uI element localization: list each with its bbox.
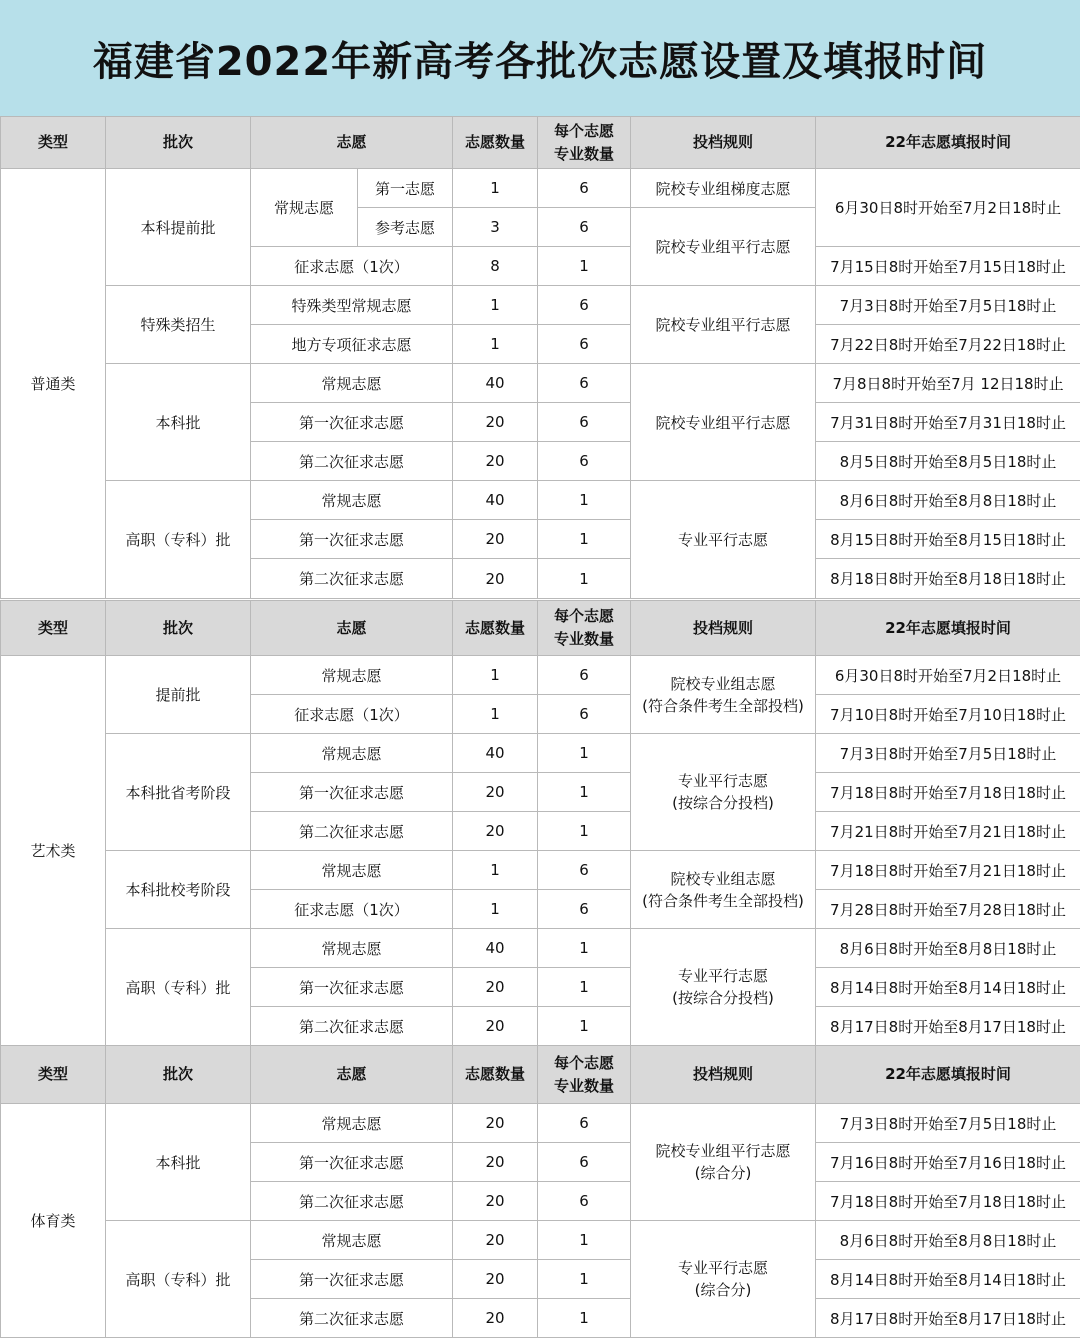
time-cell: 8月14日8时开始至8月14日18时止 — [816, 1260, 1080, 1299]
table-row — [1, 851, 1080, 890]
header-count: 志愿数量 — [453, 1046, 538, 1104]
majors-cell: 1 — [538, 559, 631, 599]
table-putong — [0, 116, 1080, 599]
majors-cell: 6 — [538, 286, 631, 325]
type-cell: 体育类 — [1, 1104, 106, 1338]
table-row — [1, 1104, 1080, 1143]
count-cell: 20 — [453, 1143, 538, 1182]
time-cell: 8月6日8时开始至8月8日18时止 — [816, 481, 1080, 520]
majors-cell: 6 — [538, 851, 631, 890]
time-cell: 7月18日8时开始至7月18日18时止 — [816, 1182, 1080, 1221]
type-cell: 普通类 — [1, 169, 106, 599]
header-rule: 投档规则 — [631, 117, 816, 169]
sub-group-cell: 常规志愿 — [251, 169, 358, 247]
count-cell: 3 — [453, 208, 538, 247]
count-cell: 20 — [453, 559, 538, 599]
header-batch: 批次 — [106, 601, 251, 656]
majors-cell: 6 — [538, 656, 631, 695]
rule-cell: 院校专业组平行志愿 — [631, 208, 816, 286]
volunteer-cell: 第二次征求志愿 — [251, 559, 453, 599]
batch-cell: 高职（专科）批 — [106, 481, 251, 599]
time-cell: 7月18日8时开始至7月18日18时止 — [816, 773, 1080, 812]
header-count: 志愿数量 — [453, 117, 538, 169]
batch-cell: 特殊类招生 — [106, 286, 251, 364]
time-cell: 7月10日8时开始至7月10日18时止 — [816, 695, 1080, 734]
time-cell: 8月18日8时开始至8月18日18时止 — [816, 559, 1080, 599]
count-cell: 1 — [453, 169, 538, 208]
rule-cell — [631, 1104, 816, 1221]
rule-line2: (按综合分投档) — [672, 794, 774, 812]
header-volunteer: 志愿 — [251, 117, 453, 169]
volunteer-cell: 征求志愿（1次） — [251, 247, 453, 286]
table-tiyu — [0, 1045, 1080, 1338]
header-rule: 投档规则 — [631, 601, 816, 656]
majors-cell: 6 — [538, 890, 631, 929]
time-cell: 7月16日8时开始至7月16日18时止 — [816, 1143, 1080, 1182]
count-cell: 20 — [453, 1007, 538, 1046]
count-cell: 1 — [453, 325, 538, 364]
time-cell: 8月15日8时开始至8月15日18时止 — [816, 520, 1080, 559]
rule-line1: 院校专业组平行志愿 — [655, 1142, 791, 1160]
count-cell: 1 — [453, 286, 538, 325]
rule-cell — [631, 656, 816, 734]
rule-line2: (综合分) — [694, 1281, 752, 1299]
majors-cell: 6 — [538, 695, 631, 734]
volunteer-cell: 参考志愿 — [358, 208, 453, 247]
volunteer-cell: 常规志愿 — [251, 1104, 453, 1143]
rule-line1: 专业平行志愿 — [677, 1259, 768, 1277]
time-cell: 7月28日8时开始至7月28日18时止 — [816, 890, 1080, 929]
majors-cell: 1 — [538, 1007, 631, 1046]
time-cell: 7月18日8时开始至7月21日18时止 — [816, 851, 1080, 890]
majors-cell: 6 — [538, 1104, 631, 1143]
header-majors-line1: 每个志愿 — [554, 121, 615, 140]
table-row — [1, 169, 1080, 208]
count-cell: 40 — [453, 364, 538, 403]
batch-cell: 提前批 — [106, 656, 251, 734]
volunteer-cell: 征求志愿（1次） — [251, 695, 453, 734]
header-time: 22年志愿填报时间 — [816, 601, 1080, 656]
header-majors-line2: 专业数量 — [553, 630, 614, 648]
header-type: 类型 — [1, 1046, 106, 1104]
count-cell: 20 — [453, 1221, 538, 1260]
count-cell: 20 — [453, 812, 538, 851]
time-cell: 7月21日8时开始至7月21日18时止 — [816, 812, 1080, 851]
batch-cell: 本科批省考阶段 — [106, 734, 251, 851]
table-row — [1, 481, 1080, 520]
volunteer-cell: 第二次征求志愿 — [251, 1007, 453, 1046]
batch-cell: 高职（专科）批 — [106, 929, 251, 1046]
volunteer-cell: 第一次征求志愿 — [251, 1260, 453, 1299]
majors-cell: 6 — [538, 403, 631, 442]
count-cell: 8 — [453, 247, 538, 286]
count-cell: 20 — [453, 1182, 538, 1221]
rule-line1: 院校专业组志愿 — [670, 869, 776, 888]
count-cell: 20 — [453, 1299, 538, 1338]
majors-cell: 6 — [538, 325, 631, 364]
time-cell: 8月14日8时开始至8月14日18时止 — [816, 968, 1080, 1007]
volunteer-cell: 征求志愿（1次） — [251, 890, 453, 929]
header-row — [1, 1046, 1080, 1104]
volunteer-cell: 第一次征求志愿 — [251, 773, 453, 812]
volunteer-cell: 第一次征求志愿 — [251, 403, 453, 442]
majors-cell: 6 — [538, 1143, 631, 1182]
volunteer-cell: 第一次征求志愿 — [251, 520, 453, 559]
rule-cell: 院校专业组梯度志愿 — [631, 169, 816, 208]
rule-cell — [631, 929, 816, 1046]
header-majors-line1: 每个志愿 — [553, 1053, 614, 1072]
rule-cell — [631, 734, 816, 851]
volunteer-cell: 特殊类型常规志愿 — [251, 286, 453, 325]
header-majors — [538, 601, 631, 656]
count-cell: 20 — [453, 1104, 538, 1143]
time-cell: 8月6日8时开始至8月8日18时止 — [816, 929, 1080, 968]
count-cell: 20 — [453, 520, 538, 559]
volunteer-cell: 常规志愿 — [251, 481, 453, 520]
count-cell: 1 — [453, 851, 538, 890]
header-time: 22年志愿填报时间 — [816, 1046, 1080, 1104]
rule-line2: (符合条件考生全部投档) — [642, 891, 804, 910]
volunteer-cell: 常规志愿 — [251, 734, 453, 773]
header-rule: 投档规则 — [631, 1046, 816, 1104]
time-cell: 7月8日8时开始至7月 12日18时止 — [816, 364, 1080, 403]
volunteer-cell: 第一志愿 — [358, 169, 453, 208]
header-batch: 批次 — [106, 1046, 251, 1104]
rule-cell — [631, 1221, 816, 1338]
time-cell: 8月17日8时开始至8月17日18时止 — [816, 1007, 1080, 1046]
count-cell: 20 — [453, 773, 538, 812]
time-cell: 6月30日8时开始至7月2日18时止 — [816, 169, 1080, 247]
header-time: 22年志愿填报时间 — [816, 117, 1080, 169]
count-cell: 20 — [453, 1260, 538, 1299]
majors-cell: 1 — [538, 1299, 631, 1338]
majors-cell: 1 — [538, 1260, 631, 1299]
volunteer-cell: 常规志愿 — [251, 364, 453, 403]
majors-cell: 6 — [538, 208, 631, 247]
majors-cell: 1 — [538, 520, 631, 559]
rule-cell: 专业平行志愿 — [631, 481, 816, 599]
majors-cell: 1 — [538, 968, 631, 1007]
table-row — [1, 656, 1080, 695]
time-cell: 8月17日8时开始至8月17日18时止 — [816, 1299, 1080, 1338]
volunteer-cell: 常规志愿 — [251, 851, 453, 890]
rule-cell: 院校专业组平行志愿 — [631, 364, 816, 481]
time-cell: 7月15日8时开始至7月15日18时止 — [816, 247, 1080, 286]
time-cell: 8月6日8时开始至8月8日18时止 — [816, 1221, 1080, 1260]
rule-line1: 专业平行志愿 — [677, 967, 768, 985]
volunteer-cell: 第一次征求志愿 — [251, 1143, 453, 1182]
header-type: 类型 — [1, 117, 106, 169]
volunteer-cell: 第二次征求志愿 — [251, 1299, 453, 1338]
time-cell: 7月3日8时开始至7月5日18时止 — [816, 734, 1080, 773]
page-title: 福建省2022年新高考各批次志愿设置及填报时间 — [92, 38, 988, 85]
count-cell: 20 — [453, 403, 538, 442]
rule-line2: (按综合分投档) — [672, 989, 774, 1007]
count-cell: 20 — [453, 442, 538, 481]
time-cell: 8月5日8时开始至8月5日18时止 — [816, 442, 1080, 481]
batch-cell: 高职（专科）批 — [106, 1221, 251, 1338]
majors-cell: 1 — [538, 812, 631, 851]
volunteer-cell: 常规志愿 — [251, 929, 453, 968]
header-row — [1, 601, 1080, 656]
type-cell: 艺术类 — [1, 656, 106, 1046]
time-cell: 7月3日8时开始至7月5日18时止 — [816, 1104, 1080, 1143]
table-row — [1, 734, 1080, 773]
batch-cell: 本科提前批 — [106, 169, 251, 286]
header-batch: 批次 — [106, 117, 251, 169]
count-cell: 40 — [453, 734, 538, 773]
header-majors-line1: 每个志愿 — [553, 607, 614, 625]
majors-cell: 1 — [538, 1221, 631, 1260]
majors-cell: 6 — [538, 442, 631, 481]
rule-cell — [631, 851, 816, 929]
majors-cell: 1 — [538, 773, 631, 812]
majors-cell: 1 — [538, 247, 631, 286]
majors-cell: 6 — [538, 169, 631, 208]
time-cell: 7月31日8时开始至7月31日18时止 — [816, 403, 1080, 442]
header-majors-line2: 专业数量 — [554, 144, 615, 163]
time-cell: 6月30日8时开始至7月2日18时止 — [816, 656, 1080, 695]
batch-cell: 本科批 — [106, 364, 251, 481]
rule-line1: 专业平行志愿 — [677, 772, 768, 790]
header-type: 类型 — [1, 601, 106, 656]
volunteer-cell: 第二次征求志愿 — [251, 442, 453, 481]
count-cell: 40 — [453, 481, 538, 520]
header-count: 志愿数量 — [453, 601, 538, 656]
count-cell: 20 — [453, 968, 538, 1007]
count-cell: 1 — [453, 890, 538, 929]
rule-cell: 院校专业组平行志愿 — [631, 286, 816, 364]
majors-cell: 6 — [538, 1182, 631, 1221]
batch-cell: 本科批校考阶段 — [106, 851, 251, 929]
table-row — [1, 364, 1080, 403]
majors-cell: 1 — [538, 734, 631, 773]
table-row — [1, 929, 1080, 968]
volunteer-cell: 常规志愿 — [251, 1221, 453, 1260]
header-majors — [538, 117, 631, 169]
count-cell: 40 — [453, 929, 538, 968]
header-volunteer: 志愿 — [251, 601, 453, 656]
time-cell: 7月22日8时开始至7月22日18时止 — [816, 325, 1080, 364]
volunteer-cell: 第二次征求志愿 — [251, 812, 453, 851]
table-row — [1, 286, 1080, 325]
count-cell: 1 — [453, 695, 538, 734]
volunteer-cell: 常规志愿 — [251, 656, 453, 695]
rule-line1: 院校专业组志愿 — [670, 674, 776, 693]
rule-line2: (符合条件考生全部投档) — [642, 696, 804, 715]
volunteer-cell: 第二次征求志愿 — [251, 1182, 453, 1221]
majors-cell: 1 — [538, 481, 631, 520]
time-cell: 7月3日8时开始至7月5日18时止 — [816, 286, 1080, 325]
majors-cell: 1 — [538, 929, 631, 968]
header-majors-line2: 专业数量 — [553, 1076, 614, 1095]
majors-cell: 6 — [538, 364, 631, 403]
count-cell: 1 — [453, 656, 538, 695]
rule-line2: (综合分) — [694, 1164, 752, 1182]
table-row — [1, 1221, 1080, 1260]
volunteer-cell: 地方专项征求志愿 — [251, 325, 453, 364]
title-bar — [0, 0, 1080, 117]
table-yishu — [0, 600, 1080, 1046]
volunteer-cell: 第一次征求志愿 — [251, 968, 453, 1007]
header-volunteer: 志愿 — [251, 1046, 453, 1104]
header-row — [1, 117, 1080, 169]
batch-cell: 本科批 — [106, 1104, 251, 1221]
header-majors — [538, 1046, 631, 1104]
